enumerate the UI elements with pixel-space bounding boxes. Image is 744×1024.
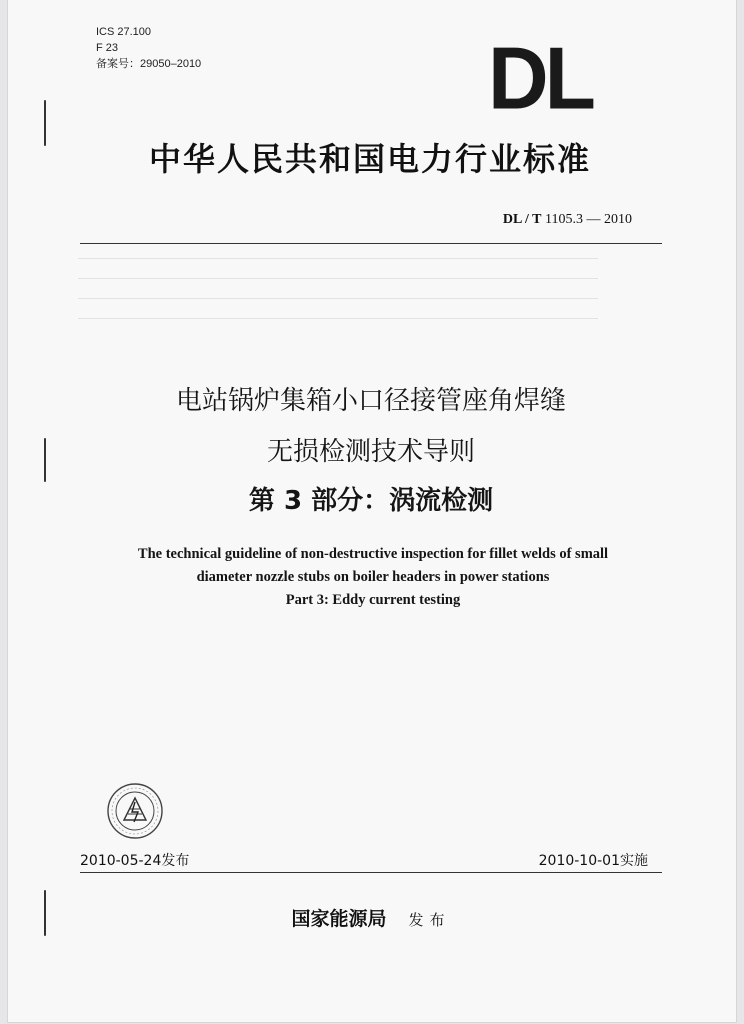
ics-code: ICS 27.100: [96, 26, 152, 38]
record-number: 备案号：29050–2010: [96, 58, 202, 70]
title-cn-line1: 电站锅炉集箱小口径接管座角焊缝: [175, 386, 566, 416]
title-cn-line2: 无损检测技术导则: [266, 437, 475, 467]
seal-icon: [106, 782, 164, 840]
classification-block: [96, 24, 201, 72]
ccs-code: F 23: [96, 42, 119, 54]
standard-category-title: 中华人民共和国电力行业标准: [148, 140, 591, 178]
publisher-action: 发布: [408, 911, 451, 929]
document-page: [8, 0, 736, 1022]
publisher-name: 国家能源局: [291, 908, 387, 930]
title-en-line3: Part 3: Eddy current testing: [285, 592, 461, 608]
bleed-through-lines: [78, 258, 598, 338]
binding-mark: [44, 890, 46, 936]
title-en-line2: diameter nozzle stubs on boiler headers in power stations: [196, 569, 550, 585]
implementation-date: 2010-10-01实施: [538, 853, 648, 869]
title-cn-part: 第 3 部分：涡流检测: [248, 486, 494, 516]
title-en-line1: The technical guideline of non-destructive inspection for fillet welds of small: [137, 546, 609, 562]
header-divider: [80, 243, 662, 244]
issue-date: 2010-05-24发布: [80, 853, 190, 869]
standard-prefix: DL / T: [502, 212, 542, 227]
standard-number: [503, 212, 632, 228]
dl-logo: DL: [488, 28, 592, 128]
footer-divider: [80, 872, 662, 873]
publisher-line: [80, 904, 662, 931]
binding-mark: [44, 438, 46, 482]
binding-mark: [44, 100, 46, 146]
standard-code: 1105.3 — 2010: [545, 212, 632, 227]
